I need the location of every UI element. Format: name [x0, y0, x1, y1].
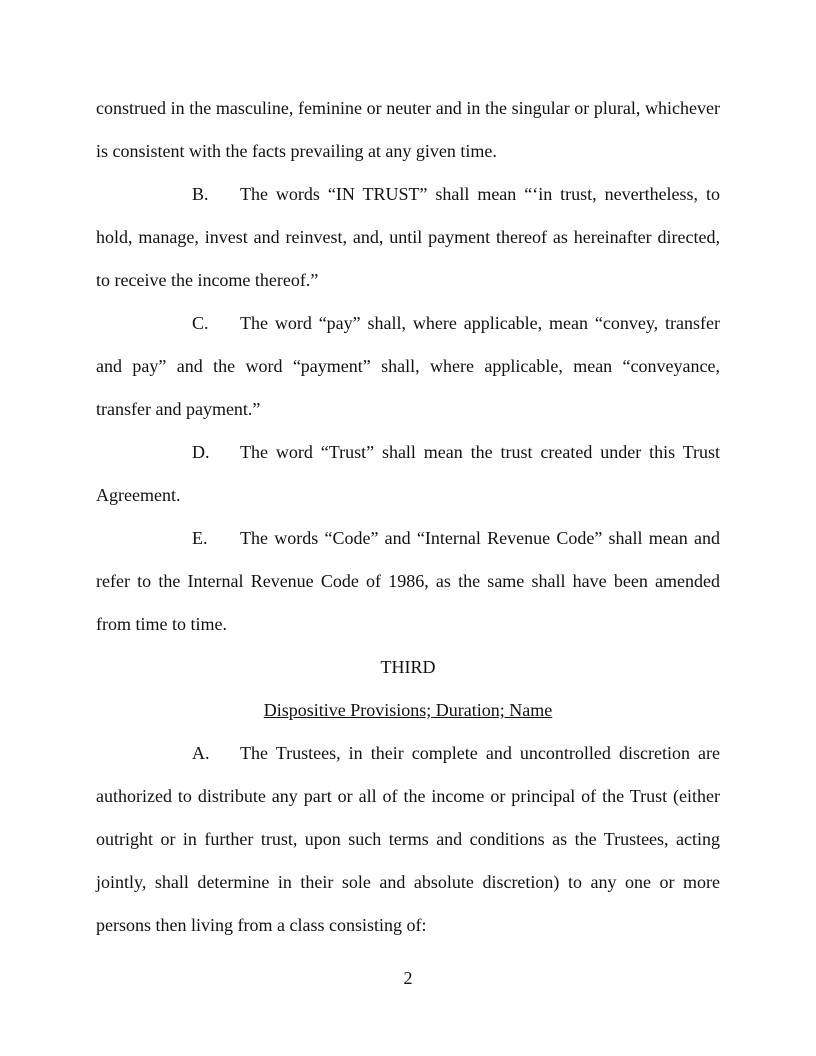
definition-b-label: B.	[192, 184, 209, 204]
provision-a-label: A.	[192, 743, 210, 763]
document-body	[96, 87, 720, 947]
definition-e-text: The words “Code” and “Internal Revenue Code” shall mean and refer to the Internal Revenue Code of 1986, as the same shall have been amended from time to time.	[96, 528, 720, 634]
definition-e-label: E.	[192, 528, 208, 548]
definition-d-label: D.	[192, 442, 210, 462]
continuation-paragraph: construed in the masculine, feminine or neuter and in the singular or plural, whichever is consistent with the facts prevailing at any given time.	[96, 98, 720, 161]
definition-d-text: The word “Trust” shall mean the trust created under this Trust Agreement.	[96, 442, 720, 505]
provision-a-text: The Trustees, in their complete and uncontrolled discretion are authorized to distribute any part or all of the income or principal of the Trust (either outright or in further trust, upon such terms and conditions as the Trustees, acting jointly, shall determine in their sole and absolute discretion) to any one or more persons then living from a class consisting of:	[96, 743, 720, 935]
definition-b-text: The words “IN TRUST” shall mean “‘in trust, nevertheless, to hold, manage, invest and reinvest, and, until payment thereof as hereinafter directed, to receive the income thereof.”	[96, 184, 720, 290]
section-number-heading: THIRD	[380, 657, 436, 677]
page-number: 2	[403, 968, 413, 988]
section-title-text: Dispositive Provisions; Duration; Name	[263, 700, 553, 720]
definition-d-paragraph	[96, 431, 720, 517]
definition-c-paragraph	[96, 302, 720, 431]
definition-c-text: The word “pay” shall, where applicable, mean “convey, transfer and pay” and the word “payment” shall, where applicable, mean “conveyance, transfer and payment.”	[96, 313, 720, 419]
definition-c-label: C.	[192, 313, 209, 333]
definition-b-paragraph	[96, 173, 720, 302]
definition-e-paragraph	[96, 517, 720, 646]
provision-a-paragraph	[96, 732, 720, 947]
section-title-heading	[96, 689, 720, 732]
